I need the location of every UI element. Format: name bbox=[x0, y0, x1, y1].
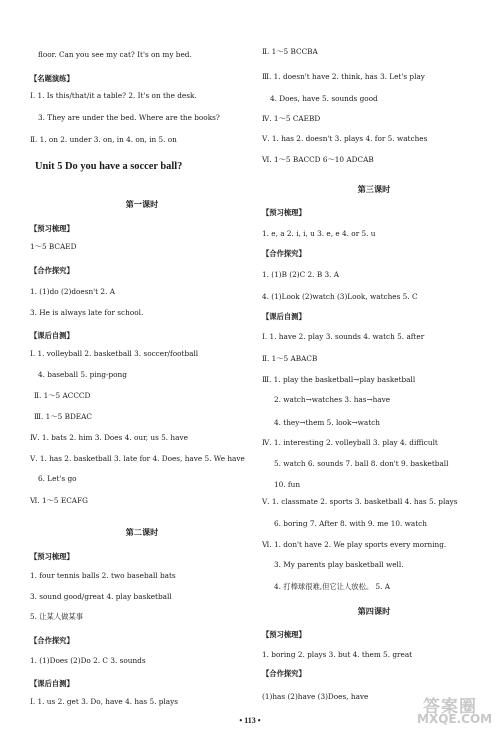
left-section-label: 【预习梳理】 bbox=[30, 224, 74, 233]
right-answer-line: 1. boring 2. plays 3. but 4. them 5. great bbox=[262, 650, 413, 659]
left-answer-line: 3. They are under the bed. Where are the books? bbox=[38, 113, 220, 122]
left-answer-line: Ⅱ. 1～5 ACCCD bbox=[34, 391, 91, 400]
right-answer-line: 4. they→them 5. look→watch bbox=[274, 418, 380, 427]
right-answer-line: 4. Does, have 5. sounds good bbox=[270, 94, 378, 103]
page-number: • 113 • bbox=[239, 716, 261, 725]
left-section-label: 【课后自测】 bbox=[30, 331, 74, 340]
right-answer-line: 6. boring 7. After 8. with 9. me 10. watch bbox=[274, 519, 427, 528]
right-answer-line: 10. fun bbox=[274, 480, 301, 489]
right-section-label: 【合作探究】 bbox=[262, 669, 306, 678]
right-answer-line: Ⅱ. 1～5 ABACB bbox=[262, 354, 318, 363]
left-lesson-heading: 第一课时 bbox=[125, 199, 159, 209]
left-section-label: 【名题演练】 bbox=[30, 74, 74, 83]
left-answer-line: Ⅰ. 1. Is this/that/it a table? 2. It's on the desk. bbox=[30, 91, 197, 100]
right-answer-line: 1. e, a 2. i, i, u 3. e, e 4. or 5. u bbox=[262, 229, 376, 238]
left-answer-line: 1～5 BCAED bbox=[30, 242, 77, 251]
left-section-label: 【合作探究】 bbox=[30, 636, 74, 645]
left-answer-line: 6. Let's go bbox=[38, 474, 77, 483]
right-answer-line: 4. (1)Look (2)watch (3)Look, watches 5. C bbox=[262, 292, 418, 301]
right-answer-line: (1)has (2)have (3)Does, have bbox=[262, 692, 369, 701]
left-answer-line: Ⅰ. 1. volleyball 2. basketball 3. soccer/football bbox=[30, 349, 199, 358]
left-answer-line: 1. (1)do (2)doesn't 2. A bbox=[30, 287, 115, 296]
right-answer-line: Ⅳ. 1. interesting 2. volleyball 3. play 4. difficult bbox=[262, 438, 438, 447]
left-answer-line: Ⅴ. 1. has 2. basketball 3. late for 4. Does, have 5. We have bbox=[30, 454, 245, 463]
left-answer-line: Ⅲ. 1～5 BDEAC bbox=[34, 412, 92, 421]
left-section-label: 【预习梳理】 bbox=[30, 552, 74, 561]
right-section-label: 【预习梳理】 bbox=[262, 630, 306, 639]
left-section-label: 【合作探究】 bbox=[30, 266, 74, 275]
right-answer-line: Ⅴ. 1. has 2. doesn't 3. plays 4. for 5. watches bbox=[262, 134, 428, 143]
right-answer-line: Ⅲ. 1. play the basketball→play basketball bbox=[262, 375, 416, 384]
watermark-text: 答案圈 bbox=[423, 697, 477, 717]
left-answer-line: Ⅰ. 1. us 2. get 3. Do, have 4. has 5. plays bbox=[30, 697, 178, 706]
left-answer-line: 4. baseball 5. ping-pong bbox=[38, 370, 127, 379]
watermark-logo bbox=[403, 690, 497, 730]
left-answer-line: 1. four tennis balls 2. two baseball bats bbox=[30, 571, 176, 580]
left-answer-line: Ⅵ. 1～5 ECAFG bbox=[30, 496, 88, 505]
left-lesson-heading: 第二课时 bbox=[125, 527, 159, 537]
left-answer-line: Ⅱ. 1. on 2. under 3. on, in 4. on, in 5. on bbox=[30, 135, 177, 144]
left-answer-line: 3. sound good/great 4. play basketball bbox=[30, 592, 172, 601]
right-lesson-heading: 第三课时 bbox=[357, 184, 391, 194]
right-answer-line: Ⅵ. 1. don't have 2. We play sports every morning. bbox=[262, 540, 447, 549]
right-section-label: 【预习梳理】 bbox=[262, 208, 306, 217]
left-answer-line: Ⅳ. 1. bats 2. him 3. Does 4. our, us 5. have bbox=[30, 433, 188, 442]
left-answer-line: 3. He is always late for school. bbox=[30, 308, 144, 317]
right-answer-line: 4. 打棒球很难,但它让人放松。 5. A bbox=[274, 582, 391, 591]
right-answer-line: Ⅲ. 1. doesn't have 2. think, has 3. Let's play bbox=[262, 72, 425, 81]
left-unit-title: Unit 5 Do you have a soccer ball? bbox=[35, 161, 183, 172]
right-answer-line: Ⅴ. 1. classmate 2. sports 3. basketball 4. has 5. plays bbox=[262, 497, 458, 506]
right-answer-line: 2. watch→watches 3. has→have bbox=[274, 395, 391, 404]
right-answer-line: 1. (1)B (2)C 2. B 3. A bbox=[262, 270, 340, 279]
watermark-url: MXQE.COM bbox=[417, 712, 493, 726]
right-section-label: 【合作探究】 bbox=[262, 249, 306, 258]
left-section-label: 【课后自测】 bbox=[30, 679, 74, 688]
right-answer-line: Ⅰ. 1. have 2. play 3. sounds 4. watch 5. after bbox=[262, 332, 425, 341]
left-answer-line: 1. (1)Does (2)Do 2. C 3. sounds bbox=[30, 656, 146, 665]
right-answer-line: Ⅳ. 1～5 CAEBD bbox=[262, 114, 321, 123]
right-answer-line: Ⅱ. 1～5 BCCBA bbox=[262, 47, 318, 56]
right-answer-line: Ⅵ. 1～5 BACCD 6～10 ADCAB bbox=[262, 155, 374, 164]
right-section-label: 【课后自测】 bbox=[262, 312, 306, 321]
right-answer-line: 3. My parents play basketball well. bbox=[274, 560, 404, 569]
right-answer-line: 5. watch 6. sounds 7. ball 8. don't 9. basketball bbox=[274, 459, 449, 468]
left-answer-line: floor. Can you see my cat? It's on my bed. bbox=[38, 50, 192, 59]
right-lesson-heading: 第四课时 bbox=[357, 606, 391, 616]
left-answer-line: 5. 让某人做某事 bbox=[30, 612, 84, 621]
